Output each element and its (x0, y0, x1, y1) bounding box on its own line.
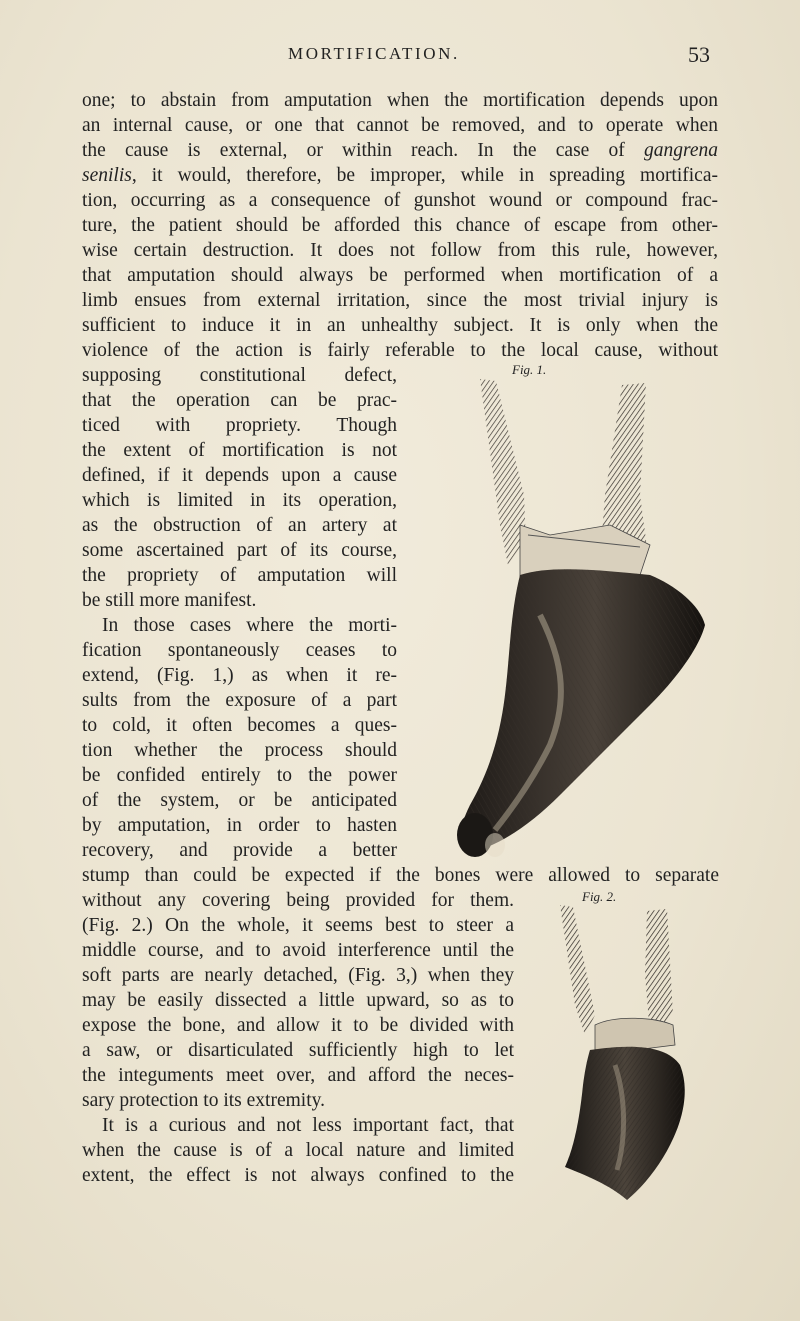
italic-term: senilis (82, 165, 132, 186)
text-line: fication spontaneously ceases to (82, 640, 397, 661)
text-line: (Fig. 2.) On the whole, it seems best to steer a (82, 915, 514, 936)
italic-term: gangrena (643, 140, 718, 161)
text-line: ture, the patient should be afforded this chance of escape from other- (82, 215, 718, 236)
figure-2-illustration (555, 905, 705, 1205)
text-line: ticed with propriety. Though (82, 415, 397, 436)
text-line: a saw, or disarticulated sufficiently high to let (82, 1040, 514, 1061)
text-line: one; to abstain from amputation when the mortification depends upon (82, 90, 718, 111)
text-line: the integuments meet over, and afford the neces- (82, 1065, 514, 1086)
text-line: an internal cause, or one that cannot be removed, and to operate when (82, 115, 718, 136)
figure-2-caption: Fig. 2. (582, 889, 617, 904)
text-line: that amputation should always be performed when mortification of a (82, 265, 718, 286)
text-line: sults from the exposure of a part (82, 690, 397, 711)
text-line: when the cause is of a local nature and limited (82, 1140, 514, 1161)
text-line: without any covering being provided for them. (82, 890, 514, 911)
text-line: limb ensues from external irritation, since the most trivial injury is (82, 290, 718, 311)
text-line: the propriety of amputation will (82, 565, 397, 586)
figure-1-caption: Fig. 1. (512, 362, 547, 377)
text-line: which is limited in its operation, (82, 490, 397, 511)
text-line: violence of the action is fairly referable to the local cause, without (82, 340, 718, 361)
text-line: to cold, it often becomes a ques- (82, 715, 397, 736)
text-line: the cause is external, or within reach. In the case of gangrena (82, 140, 718, 161)
page-header (0, 44, 800, 74)
text-line: sufficient to induce it in an unhealthy subject. It is only when the (82, 315, 718, 336)
text-line: senilis, it would, therefore, be improper, while in spreading mortifica- (82, 165, 718, 186)
text-line: the extent of mortification is not (82, 440, 397, 461)
text-line: recovery, and provide a better (82, 840, 397, 861)
page-number: 53 (688, 42, 710, 67)
text-line: In those cases where the morti- (102, 615, 397, 636)
text-line: supposing constitutional defect, (82, 365, 397, 386)
text-line: stump than could be expected if the bones were allowed to separate (82, 865, 719, 886)
text-line: of the system, or be anticipated (82, 790, 397, 811)
text-line: may be easily dissected a little upward, so as to (82, 990, 514, 1011)
text-line: by amputation, in order to hasten (82, 815, 397, 836)
text-line: soft parts are nearly detached, (Fig. 3,) when they (82, 965, 514, 986)
text-line: extend, (Fig. 1,) as when it re- (82, 665, 397, 686)
text-line: wise certain destruction. It does not follow from this rule, however, (82, 240, 718, 261)
text-line: sary protection to its extremity. (82, 1090, 325, 1111)
text-line: defined, if it depends upon a cause (82, 465, 397, 486)
text-line: that the operation can be prac- (82, 390, 397, 411)
text-line: tion whether the process should (82, 740, 397, 761)
text-line: some ascertained part of its course, (82, 540, 397, 561)
text-line: extent, the effect is not always confined to the (82, 1165, 514, 1186)
text-line: be confided entirely to the power (82, 765, 397, 786)
text-line: as the obstruction of an artery at (82, 515, 397, 536)
running-head: MORTIFICATION. (288, 44, 460, 63)
text-line: It is a curious and not less important fact, that (102, 1115, 514, 1136)
text-line: be still more manifest. (82, 590, 257, 611)
text-line: middle course, and to avoid interference until the (82, 940, 514, 961)
text-line: tion, occurring as a consequence of gunshot wound or compound frac- (82, 190, 718, 211)
figure-1-illustration (400, 375, 730, 865)
text-line: expose the bone, and allow it to be divided with (82, 1015, 514, 1036)
